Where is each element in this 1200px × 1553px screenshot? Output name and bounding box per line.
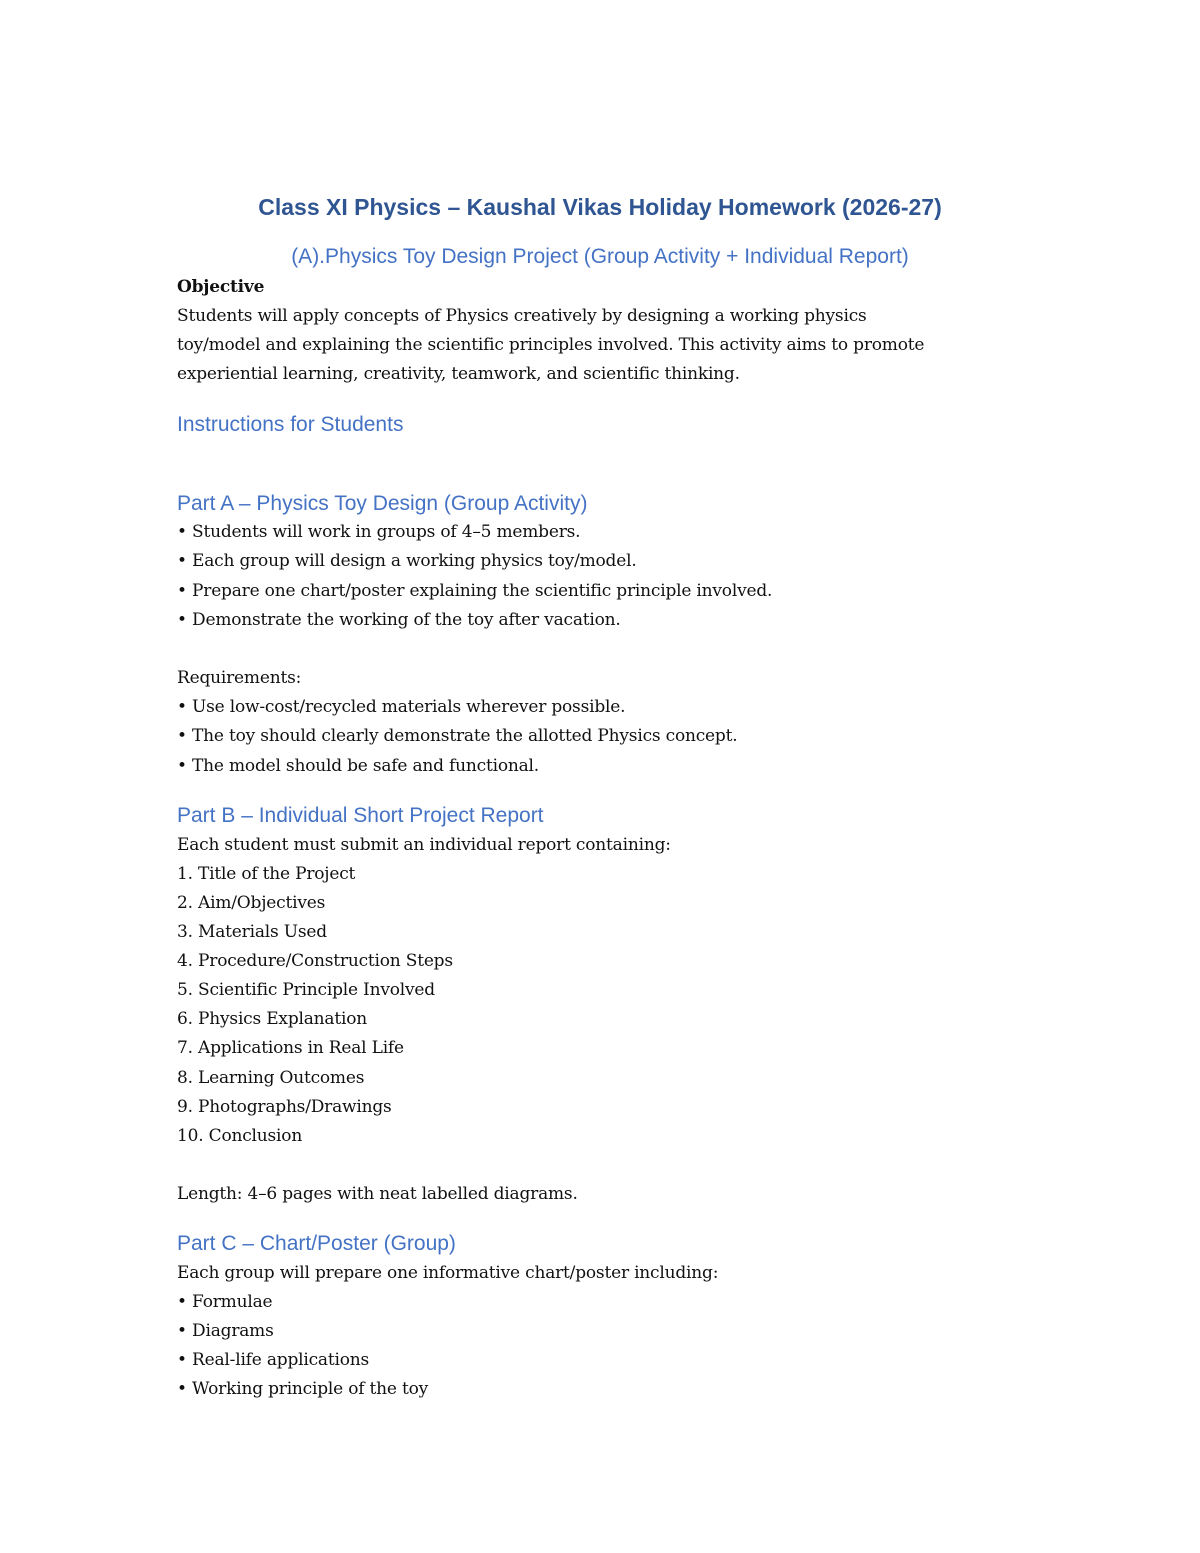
part-c-intro: Each group will prepare one informative chart/poster including: xyxy=(177,1263,719,1283)
part-b-heading: Part B – Individual Short Project Report xyxy=(177,804,544,827)
report-item: 8. Learning Outcomes xyxy=(177,1068,365,1088)
project-subtitle: (A).Physics Toy Design Project (Group Activity + Individual Report) xyxy=(291,245,909,268)
report-item: 4. Procedure/Construction Steps xyxy=(177,951,453,971)
objective-line: toy/model and explaining the scientific principles involved. This activity aims to promote xyxy=(177,335,925,355)
requirement-bullet: • Use low-cost/recycled materials wherever possible. xyxy=(177,697,626,717)
objective-line: Students will apply concepts of Physics creatively by designing a working physics xyxy=(177,306,867,326)
report-item: 3. Materials Used xyxy=(177,922,327,942)
report-item: 10. Conclusion xyxy=(177,1126,303,1146)
instructions-heading: Instructions for Students xyxy=(177,413,404,436)
part-c-bullet: • Working principle of the toy xyxy=(177,1379,429,1399)
report-item: 2. Aim/Objectives xyxy=(177,893,326,913)
requirement-bullet: • The toy should clearly demonstrate the allotted Physics concept. xyxy=(177,726,738,746)
report-item: 1. Title of the Project xyxy=(177,864,356,884)
part-c-bullet: • Real-life applications xyxy=(177,1350,370,1370)
objective-label: Objective xyxy=(177,277,265,297)
part-a-heading: Part A – Physics Toy Design (Group Activity) xyxy=(177,492,588,515)
part-a-bullet: • Students will work in groups of 4–5 members. xyxy=(177,522,581,542)
report-item: 7. Applications in Real Life xyxy=(177,1038,404,1058)
report-item: 6. Physics Explanation xyxy=(177,1009,368,1029)
part-a-bullet: • Prepare one chart/poster explaining the scientific principle involved. xyxy=(177,581,773,601)
objective-line: experiential learning, creativity, teamwork, and scientific thinking. xyxy=(177,364,740,384)
part-c-heading: Part C – Chart/Poster (Group) xyxy=(177,1232,456,1255)
document-title: Class XI Physics – Kaushal Vikas Holiday Homework (2026-27) xyxy=(258,194,942,220)
requirements-label: Requirements: xyxy=(177,668,302,688)
part-a-bullet: • Each group will design a working physics toy/model. xyxy=(177,551,637,571)
part-c-bullet: • Formulae xyxy=(177,1292,273,1312)
part-b-intro: Each student must submit an individual report containing: xyxy=(177,835,671,855)
part-c-bullet: • Diagrams xyxy=(177,1321,274,1341)
report-length: Length: 4–6 pages with neat labelled diagrams. xyxy=(177,1184,578,1204)
requirement-bullet: • The model should be safe and functional. xyxy=(177,756,539,776)
report-item: 5. Scientific Principle Involved xyxy=(177,980,435,1000)
report-item: 9. Photographs/Drawings xyxy=(177,1097,392,1117)
part-a-bullet: • Demonstrate the working of the toy after vacation. xyxy=(177,610,621,630)
